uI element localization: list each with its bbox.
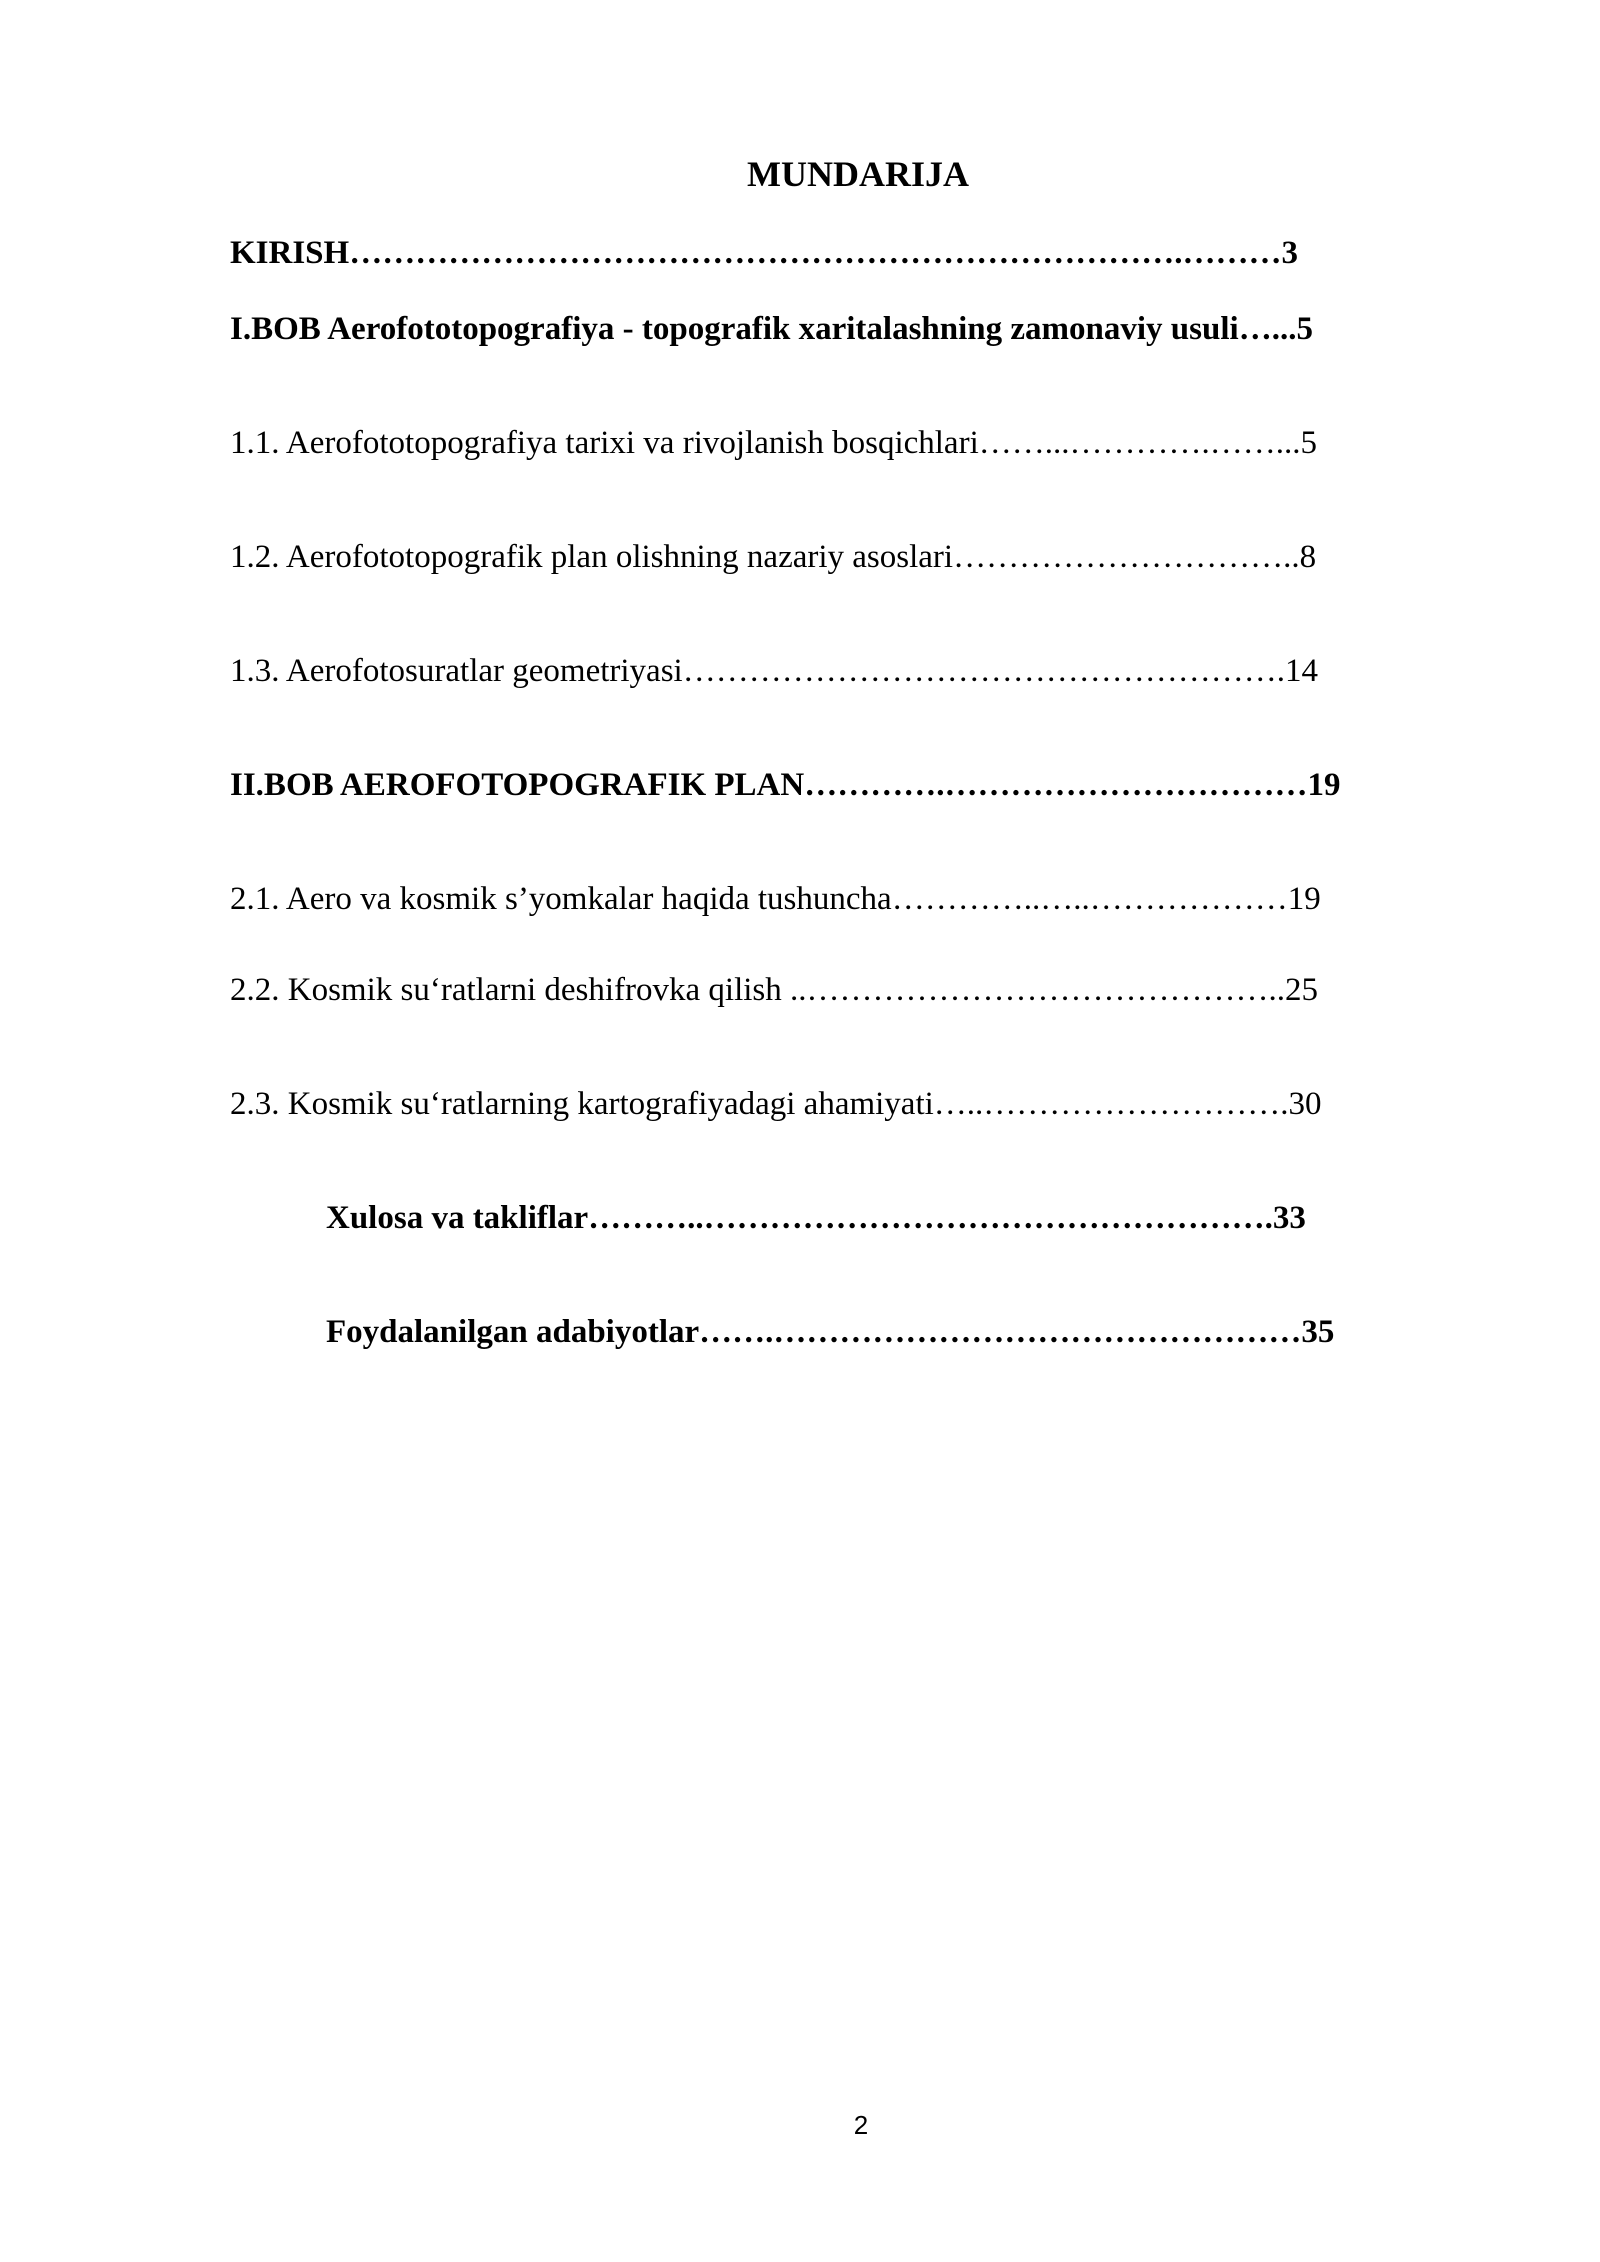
toc-entry-references: Foydalanilgan adabiyotlar…….…………………………………………35	[326, 1314, 1335, 1350]
toc-entry-chapter-1: I.BOB Aerofototopografiya - topografik xaritalashning zamonaviy usuli…...5	[230, 311, 1313, 347]
toc-entry-section-1-1: 1.1. Aerofototopografiya tarixi va rivojlanish bosqichlari……...………….……...5	[230, 425, 1317, 461]
toc-entry-section-1-2: 1.2. Aerofototopografik plan olishning nazariy asoslari…………………………..8	[230, 539, 1317, 575]
toc-entry-section-2-1: 2.1. Aero va kosmik s’yomkalar haqida tushuncha…………..…..………………19	[230, 881, 1321, 917]
toc-entry-chapter-2: II.BOB AEROFOTOPOGRAFIK PLAN………….……………………………19	[230, 767, 1341, 803]
toc-entry-section-2-3: 2.3. Kosmik su‘ratlarning kartografiyadagi ahamiyati…..……………………….30	[230, 1086, 1322, 1122]
toc-entry-kirish: KIRISH………………………………………………………………….………3	[230, 235, 1298, 271]
toc-entry-section-1-3: 1.3. Aerofotosuratlar geometriyasi……………………………………………….14	[230, 653, 1318, 689]
toc-title: MUNDARIJA	[747, 154, 969, 194]
page-number: 2	[853, 2110, 869, 2140]
toc-entry-conclusion: Xulosa va takliflar………..…………………………………………….33	[326, 1200, 1306, 1236]
toc-entry-section-2-2: 2.2. Kosmik su‘ratlarni deshifrovka qilish ..……………………………………..25	[230, 972, 1319, 1008]
